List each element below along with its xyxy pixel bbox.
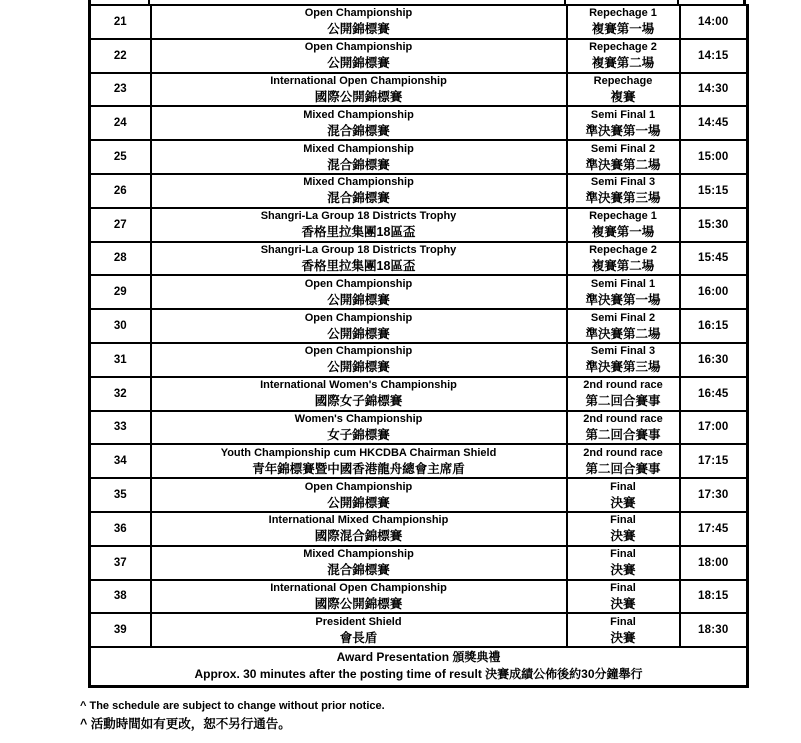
race-stage-zh: 決賽: [610, 495, 636, 510]
race-stage-cell: [567, 478, 680, 512]
event-name-zh: 國際公開錦標賽: [314, 596, 403, 611]
table-row: [90, 411, 748, 445]
race-schedule-table: [88, 0, 746, 688]
event-name-en: Open Championship: [304, 311, 413, 324]
event-name-cell: [151, 411, 567, 445]
race-stage-cell: [567, 411, 680, 445]
race-time: 14:15: [680, 39, 748, 73]
race-stage-en: Repechage 1: [589, 7, 657, 20]
event-name-en: Mixed Championship: [303, 548, 414, 561]
race-stage-zh: 複賽第一場: [591, 225, 655, 240]
race-time: 15:45: [680, 242, 748, 276]
event-name-zh: 公開錦標賽: [327, 360, 390, 375]
race-number: 31: [90, 343, 151, 377]
race-stage-cell: [567, 140, 680, 174]
race-time: 15:30: [680, 208, 748, 242]
event-name-cell: [151, 444, 567, 478]
race-stage-cell: [567, 174, 680, 208]
race-stage-cell: [567, 208, 680, 242]
race-number: 35: [90, 478, 151, 512]
race-time: 14:45: [680, 106, 748, 140]
event-name-en: Shangri-La Group 18 Districts Trophy: [260, 243, 457, 256]
race-number: 21: [90, 5, 151, 39]
race-time: 18:15: [680, 580, 748, 614]
event-name-zh: 國際混合錦標賽: [314, 529, 403, 544]
event-name-cell: [151, 39, 567, 73]
cutoff-previous-row: [88, 0, 746, 4]
race-stage-zh: 第二回合賽事: [585, 461, 661, 476]
event-name-en: Open Championship: [304, 480, 413, 493]
race-stage-cell: [567, 242, 680, 276]
race-stage-en: 2nd round race: [583, 379, 663, 392]
event-name-cell: [151, 242, 567, 276]
table-row: [90, 208, 748, 242]
race-number: 34: [90, 444, 151, 478]
race-time: 16:45: [680, 377, 748, 411]
event-name-zh: 混合錦標賽: [327, 157, 390, 172]
event-name-en: Open Championship: [304, 345, 413, 358]
race-stage-en: Semi Final 3: [590, 345, 656, 358]
race-stage-cell: [567, 5, 680, 39]
event-name-zh: 香格里拉集團18區盃: [301, 225, 416, 240]
race-stage-cell: [567, 309, 680, 343]
event-name-cell: [151, 512, 567, 546]
event-name-cell: [151, 208, 567, 242]
event-name-en: Mixed Championship: [303, 108, 414, 121]
event-name-en: International Women's Championship: [260, 379, 457, 392]
table-grid-line: [743, 0, 746, 4]
race-stage-zh: 複賽: [610, 89, 636, 104]
race-time: 14:00: [680, 5, 748, 39]
event-name-cell: [151, 377, 567, 411]
event-name-en: Open Championship: [304, 41, 413, 54]
race-stage-zh: 第二回合賽事: [585, 427, 661, 442]
race-stage-en: Repechage 2: [589, 243, 657, 256]
race-number: 36: [90, 512, 151, 546]
race-stage-en: Semi Final 2: [590, 142, 656, 155]
table-grid-line: [564, 0, 566, 4]
race-stage-zh: 準決賽第一場: [585, 292, 661, 307]
event-name-en: Open Championship: [304, 277, 413, 290]
race-time: 18:00: [680, 546, 748, 580]
race-stage-zh: 決賽: [610, 596, 636, 611]
award-presentation-row: [90, 647, 748, 686]
event-name-zh: 國際女子錦標賽: [314, 394, 403, 409]
footnote-english: ^ The schedule are subject to change without prior notice.: [80, 700, 385, 712]
award-presentation-title: Award Presentation 頒獎典禮: [336, 650, 501, 665]
race-stage-zh: 準決賽第二場: [585, 326, 661, 341]
event-name-zh: 香格里拉集團18區盃: [301, 258, 416, 273]
event-name-zh: 公開錦標賽: [327, 56, 390, 71]
race-time: 15:15: [680, 174, 748, 208]
event-name-cell: [151, 613, 567, 647]
race-number: 38: [90, 580, 151, 614]
race-stage-zh: 準決賽第一場: [585, 123, 661, 138]
race-stage-zh: 準決賽第二場: [585, 157, 661, 172]
race-stage-en: Repechage 1: [589, 210, 657, 223]
award-presentation-cell: [90, 647, 748, 686]
event-name-zh: 國際公開錦標賽: [314, 89, 403, 104]
table-row: [90, 106, 748, 140]
table-row: [90, 546, 748, 580]
race-time: 14:30: [680, 73, 748, 107]
table-grid-line: [148, 0, 150, 4]
event-name-en: Mixed Championship: [303, 142, 414, 155]
race-stage-en: Semi Final 2: [590, 311, 656, 324]
race-stage-en: Semi Final 3: [590, 176, 656, 189]
event-name-cell: [151, 546, 567, 580]
race-stage-cell: [567, 106, 680, 140]
race-number: 25: [90, 140, 151, 174]
race-number: 27: [90, 208, 151, 242]
event-name-en: Mixed Championship: [303, 176, 414, 189]
race-stage-zh: 決賽: [610, 630, 636, 645]
race-number: 37: [90, 546, 151, 580]
table-grid-line: [88, 0, 91, 4]
schedule-table: [88, 4, 749, 688]
race-stage-en: Final: [610, 615, 636, 628]
table-row: [90, 242, 748, 276]
race-stage-zh: 複賽第二場: [591, 56, 655, 71]
table-grid-line: [677, 0, 679, 4]
race-time: 17:15: [680, 444, 748, 478]
race-stage-cell: [567, 377, 680, 411]
race-stage-zh: 複賽第二場: [591, 258, 655, 273]
event-name-cell: [151, 140, 567, 174]
event-name-zh: 會長盾: [339, 630, 378, 645]
table-row: [90, 613, 748, 647]
event-name-en: President Shield: [315, 615, 402, 628]
table-row: [90, 580, 748, 614]
race-stage-zh: 準決賽第三場: [585, 360, 661, 375]
race-stage-zh: 決賽: [610, 529, 636, 544]
race-stage-en: Final: [610, 514, 636, 527]
event-name-en: International Mixed Championship: [268, 514, 449, 527]
race-time: 17:45: [680, 512, 748, 546]
race-stage-cell: [567, 580, 680, 614]
event-name-en: International Open Championship: [270, 581, 447, 594]
footnote-chinese: ^ 活動時間如有更改，恕不另行通告。: [80, 717, 291, 731]
table-row: [90, 444, 748, 478]
race-number: 23: [90, 73, 151, 107]
race-stage-cell: [567, 613, 680, 647]
race-stage-en: Final: [610, 581, 636, 594]
event-name-zh: 公開錦標賽: [327, 326, 390, 341]
race-stage-en: Repechage: [593, 74, 653, 87]
race-time: 16:30: [680, 343, 748, 377]
event-name-cell: [151, 309, 567, 343]
event-name-cell: [151, 478, 567, 512]
race-stage-en: Final: [610, 548, 636, 561]
race-stage-en: Final: [610, 480, 636, 493]
race-stage-zh: 準決賽第三場: [585, 191, 661, 206]
race-number: 26: [90, 174, 151, 208]
race-stage-cell: [567, 39, 680, 73]
event-name-cell: [151, 174, 567, 208]
event-name-cell: [151, 73, 567, 107]
event-name-zh: 公開錦標賽: [327, 22, 390, 37]
event-name-zh: 混合錦標賽: [327, 123, 390, 138]
race-stage-cell: [567, 343, 680, 377]
event-name-zh: 青年錦標賽暨中國香港龍舟總會主席盾: [252, 461, 465, 476]
event-name-zh: 公開錦標賽: [327, 292, 390, 307]
event-name-en: Women's Championship: [294, 412, 423, 425]
race-number: 28: [90, 242, 151, 276]
race-number: 39: [90, 613, 151, 647]
table-row: [90, 174, 748, 208]
event-name-zh: 混合錦標賽: [327, 191, 390, 206]
footnotes: [80, 698, 385, 734]
race-number: 29: [90, 275, 151, 309]
race-stage-zh: 決賽: [610, 563, 636, 578]
race-time: 16:15: [680, 309, 748, 343]
table-row: [90, 478, 748, 512]
race-stage-cell: [567, 444, 680, 478]
race-number: 22: [90, 39, 151, 73]
table-row: [90, 343, 748, 377]
race-number: 24: [90, 106, 151, 140]
event-name-en: Shangri-La Group 18 Districts Trophy: [260, 210, 457, 223]
race-stage-zh: 第二回合賽事: [585, 394, 661, 409]
event-name-zh: 女子錦標賽: [327, 427, 390, 442]
race-stage-en: Semi Final 1: [590, 277, 656, 290]
race-stage-en: Semi Final 1: [590, 108, 656, 121]
event-name-en: International Open Championship: [270, 74, 447, 87]
table-row: [90, 309, 748, 343]
event-name-cell: [151, 275, 567, 309]
event-name-cell: [151, 580, 567, 614]
race-stage-cell: [567, 275, 680, 309]
event-name-en: Open Championship: [304, 7, 413, 20]
race-stage-zh: 複賽第一場: [591, 22, 655, 37]
race-number: 32: [90, 377, 151, 411]
table-row: [90, 5, 748, 39]
table-row: [90, 39, 748, 73]
table-row: [90, 275, 748, 309]
event-name-zh: 公開錦標賽: [327, 495, 390, 510]
race-stage-en: Repechage 2: [589, 41, 657, 54]
race-time: 18:30: [680, 613, 748, 647]
event-name-cell: [151, 343, 567, 377]
table-row: [90, 512, 748, 546]
race-number: 33: [90, 411, 151, 445]
table-row: [90, 73, 748, 107]
table-row: [90, 377, 748, 411]
race-stage-en: 2nd round race: [583, 412, 663, 425]
race-time: 15:00: [680, 140, 748, 174]
race-time: 16:00: [680, 275, 748, 309]
race-stage-cell: [567, 73, 680, 107]
event-name-cell: [151, 5, 567, 39]
event-name-en: Youth Championship cum HKCDBA Chairman Shield: [220, 446, 497, 459]
race-stage-en: 2nd round race: [583, 446, 663, 459]
event-name-zh: 混合錦標賽: [327, 563, 390, 578]
table-row: [90, 140, 748, 174]
race-time: 17:30: [680, 478, 748, 512]
race-number: 30: [90, 309, 151, 343]
race-stage-cell: [567, 512, 680, 546]
race-stage-cell: [567, 546, 680, 580]
race-time: 17:00: [680, 411, 748, 445]
event-name-cell: [151, 106, 567, 140]
award-presentation-detail: Approx. 30 minutes after the posting time of result 決賽成績公佈後約30分鐘舉行: [194, 667, 643, 682]
